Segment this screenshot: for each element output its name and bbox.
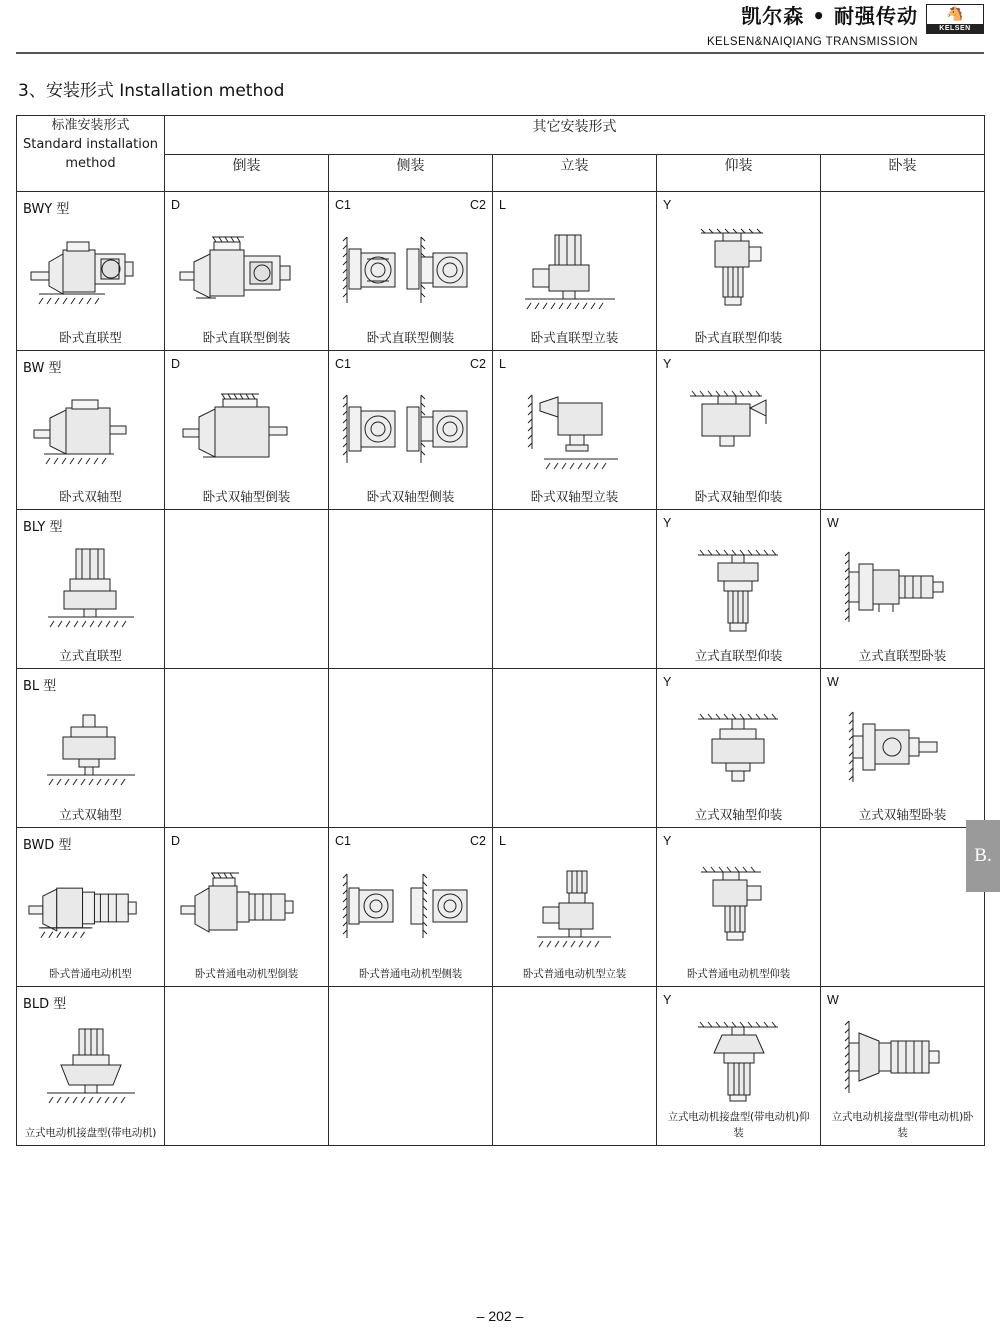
cell-bwy-cezhuang: [329, 192, 493, 351]
code-label: D: [171, 198, 181, 212]
code-label: C1: [335, 357, 351, 371]
table-row: [17, 510, 985, 669]
row-type-label: BWY 型: [23, 202, 70, 217]
cell-caption: 立式双轴型卧装: [858, 807, 947, 822]
drawing-vertical-flange-motor: [23, 1008, 158, 1123]
drawing-horizontal-twin-shaft: [23, 372, 158, 487]
standard-cell-bw: [17, 351, 165, 510]
horse-icon: 🐴: [946, 5, 964, 21]
standard-cell-bld: [17, 987, 165, 1146]
row-type-label: BLD 型: [23, 997, 67, 1012]
standard-caption: 卧式直联型: [59, 330, 122, 345]
cell-bw-wozhuang: [821, 351, 985, 510]
row-type-label: BW 型: [23, 361, 62, 376]
drawing-vertical-direct-horizontal: [827, 531, 978, 646]
standard-caption: 卧式普通电动机型: [49, 968, 132, 980]
brand-name-en: KELSEN&NAIQIANG TRANSMISSION: [706, 36, 918, 48]
standard-caption: 立式双轴型: [59, 807, 122, 822]
cell-caption: 卧式双轴型仰装: [694, 489, 783, 504]
cell-bwy-daozhuang: [165, 192, 329, 351]
code-label-2: C2: [470, 357, 486, 371]
code-label: Y: [663, 993, 672, 1007]
table-row: [17, 828, 985, 987]
cell-bld-cezhuang: [329, 987, 493, 1146]
drawing-vertical-twin-shaft: [23, 690, 158, 805]
cell-bld-yangzhuang: [657, 987, 821, 1146]
cell-caption: 卧式普通电动机型倒装: [195, 968, 298, 980]
code-label: L: [499, 834, 506, 848]
cell-caption: 卧式双轴型立装: [530, 489, 619, 504]
page-number: – 202 –: [476, 1308, 524, 1324]
header-sub-cezhuang: 侧装: [329, 155, 493, 192]
drawing-vertical-flange-upward: [663, 1008, 814, 1107]
standard-cell-bwd: [17, 828, 165, 987]
standard-cell-bwy: [17, 192, 165, 351]
cell-bly-yangzhuang: [657, 510, 821, 669]
cell-bwd-cezhuang: [329, 828, 493, 987]
drawing-twin-shaft-upward: [663, 372, 814, 487]
cell-caption: 卧式双轴型侧装: [366, 489, 455, 504]
cell-bld-lizhuang: [493, 987, 657, 1146]
installation-method-table-wrap: [16, 115, 984, 1146]
brand-name-cn: 凯尔森 • 耐强传动: [741, 4, 918, 28]
cell-bl-lizhuang: [493, 669, 657, 828]
page-title: 3、安装形式 Installation method: [18, 81, 285, 101]
empty-cell: [165, 510, 328, 668]
cell-bwd-daozhuang: [165, 828, 329, 987]
brand-block: [707, 4, 984, 48]
standard-caption: 立式电动机接盘型(带电动机): [24, 1127, 157, 1139]
code-label-2: C2: [470, 834, 486, 848]
cell-caption: 卧式直联型立装: [530, 330, 619, 345]
empty-cell: [493, 987, 656, 1145]
empty-cell: [821, 828, 984, 986]
table-header-row-1: [17, 116, 985, 155]
empty-cell: [329, 987, 492, 1145]
drawing-std-motor-side: [335, 849, 486, 964]
drawing-horizontal-direct: [23, 213, 158, 328]
drawing-std-motor-upward: [663, 849, 814, 964]
standard-cell-bly: [17, 510, 165, 669]
cell-caption: 卧式普通电动机型立装: [523, 968, 626, 980]
drawing-gear-motor-vertical: [499, 213, 650, 328]
drawing-twin-shaft-vertical: [499, 372, 650, 487]
drawing-twin-shaft-side: [335, 372, 486, 487]
drawing-vertical-twin-upward: [663, 690, 814, 805]
header-standard-en: Standard installation method: [22, 137, 159, 171]
empty-cell: [329, 510, 492, 668]
cell-bwy-lizhuang: [493, 192, 657, 351]
code-label: Y: [663, 516, 672, 530]
page-header: [16, 0, 984, 54]
code-label: Y: [663, 357, 672, 371]
cell-bl-wozhuang: [821, 669, 985, 828]
empty-cell: [165, 987, 328, 1145]
code-label: Y: [663, 834, 672, 848]
cell-bw-daozhuang: [165, 351, 329, 510]
empty-cell: [493, 510, 656, 668]
row-type-label: BWD 型: [23, 838, 72, 853]
code-label: C1: [335, 198, 351, 212]
table-row: [17, 351, 985, 510]
cell-caption: 立式直联型卧装: [858, 648, 947, 663]
cell-bwy-wozhuang: [821, 192, 985, 351]
cell-bwd-wozhuang: [821, 828, 985, 987]
brand-logo: [926, 4, 984, 34]
standard-caption: 立式直联型: [59, 648, 122, 663]
cell-caption: 卧式双轴型倒装: [202, 489, 291, 504]
drawing-twin-shaft-inverted: [171, 372, 322, 487]
code-label: L: [499, 357, 506, 371]
code-label: W: [827, 675, 839, 689]
section-tab: B.: [966, 820, 1000, 892]
header-standard-cn: 标准安装形式: [51, 118, 130, 133]
header-other: 其它安装形式: [165, 116, 985, 155]
cell-bly-wozhuang: [821, 510, 985, 669]
cell-caption: 卧式直联型侧装: [366, 330, 455, 345]
empty-cell: [821, 351, 984, 509]
cell-bl-cezhuang: [329, 669, 493, 828]
drawing-std-motor-vertical: [499, 849, 650, 964]
brand-logo-text: KELSEN: [927, 24, 983, 33]
header-sub-lizhuang: 立装: [493, 155, 657, 192]
cell-bw-lizhuang: [493, 351, 657, 510]
cell-bwy-yangzhuang: [657, 192, 821, 351]
cell-bw-cezhuang: [329, 351, 493, 510]
cell-bwd-yangzhuang: [657, 828, 821, 987]
drawing-gear-motor-side: [335, 213, 486, 328]
cell-bly-daozhuang: [165, 510, 329, 669]
empty-cell: [821, 192, 984, 350]
code-label: Y: [663, 198, 672, 212]
drawing-gear-motor-inverted: [171, 213, 322, 328]
cell-bl-daozhuang: [165, 669, 329, 828]
drawing-vertical-twin-horizontal: [827, 690, 978, 805]
cell-bld-daozhuang: [165, 987, 329, 1146]
row-type-label: BL 型: [23, 679, 57, 694]
row-type-label: BLY 型: [23, 520, 63, 535]
code-label-2: C2: [470, 198, 486, 212]
cell-caption: 立式直联型仰装: [694, 648, 783, 663]
empty-cell: [329, 669, 492, 827]
cell-bly-cezhuang: [329, 510, 493, 669]
cell-bw-yangzhuang: [657, 351, 821, 510]
drawing-vertical-flange-horizontal: [827, 1008, 978, 1107]
table-row: [17, 669, 985, 828]
code-label: D: [171, 357, 181, 371]
drawing-vertical-direct: [23, 531, 158, 646]
cell-caption: 卧式直联型倒装: [202, 330, 291, 345]
drawing-vertical-direct-upward: [663, 531, 814, 646]
cell-caption: 卧式直联型仰装: [694, 330, 783, 345]
cell-bl-yangzhuang: [657, 669, 821, 828]
table-row: [17, 192, 985, 351]
header-sub-yangzhuang: 仰装: [657, 155, 821, 192]
cell-bwd-lizhuang: [493, 828, 657, 987]
header-sub-wozhuang: 卧装: [821, 155, 985, 192]
code-label: C1: [335, 834, 351, 848]
header-standard: [17, 116, 165, 192]
cell-caption: 卧式普通电动机型仰装: [687, 968, 790, 980]
standard-cell-bl: [17, 669, 165, 828]
table-row: [17, 987, 985, 1146]
drawing-horizontal-std-motor: [23, 849, 158, 964]
code-label: W: [827, 993, 839, 1007]
cell-caption: 立式电动机接盘型(带电动机)仰装: [667, 1111, 810, 1139]
code-label: W: [827, 516, 839, 530]
cell-caption: 卧式普通电动机型侧装: [359, 968, 462, 980]
cell-caption: 立式电动机接盘型(带电动机)卧装: [831, 1111, 974, 1139]
drawing-std-motor-inverted: [171, 849, 322, 964]
standard-caption: 卧式双轴型: [59, 489, 122, 504]
cell-caption: 立式双轴型仰装: [694, 807, 783, 822]
code-label: Y: [663, 675, 672, 689]
code-label: D: [171, 834, 181, 848]
drawing-gear-motor-upward: [663, 213, 814, 328]
installation-method-table: [16, 115, 985, 1146]
empty-cell: [165, 669, 328, 827]
cell-bly-lizhuang: [493, 510, 657, 669]
cell-bld-wozhuang: [821, 987, 985, 1146]
empty-cell: [493, 669, 656, 827]
header-sub-daozhuang: 倒装: [165, 155, 329, 192]
code-label: L: [499, 198, 506, 212]
